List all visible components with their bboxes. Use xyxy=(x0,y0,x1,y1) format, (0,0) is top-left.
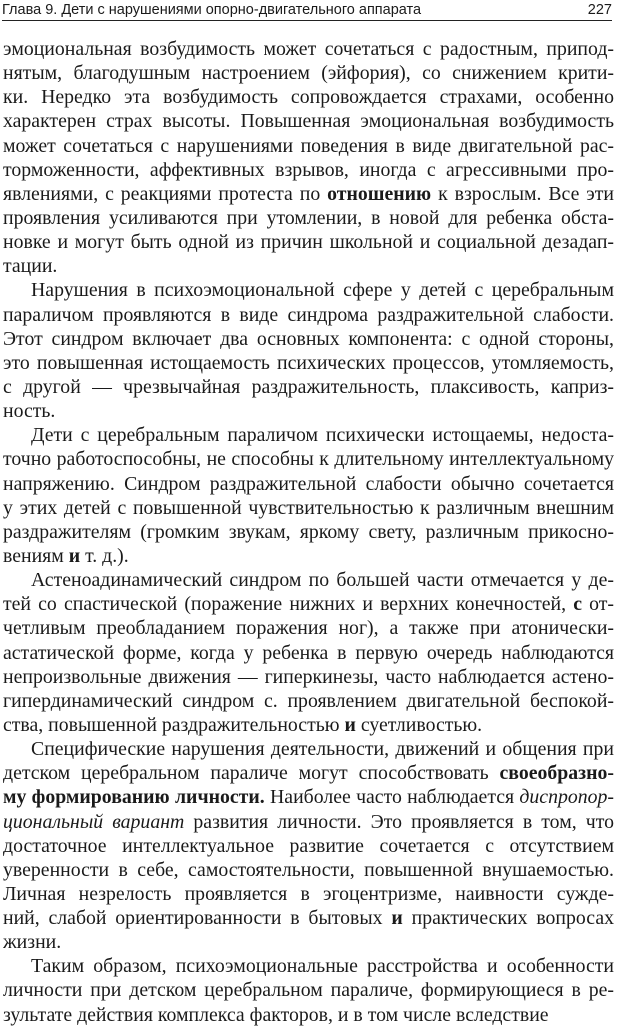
text-run: гипердинамический синдром с. проявлением двигательной беспокой- xyxy=(3,689,614,712)
bold-text: и xyxy=(344,713,356,736)
text-run: Специфические нарушения деятельности, движений и общения при xyxy=(31,738,614,761)
text-run: достаточное интеллектуальное развитие сочетается с отсутствием xyxy=(3,834,614,857)
paragraph xyxy=(3,954,614,1026)
text-run: это повышенная истощаемость психических процессов, утомляемость, xyxy=(3,351,614,374)
text-line xyxy=(3,737,614,761)
text-line xyxy=(3,230,614,254)
text-run: эмоциональная возбудимость может сочетаться с радостным, припод- xyxy=(3,38,614,60)
text-run: зультате действия комплекса факторов, и в том числе вследствие xyxy=(3,1003,549,1026)
text-run: Астеноадинамический синдром по большей части отмечается у де- xyxy=(31,569,614,592)
text-run: новке и могут быть одной из причин школьной и социальной дезадап- xyxy=(3,231,614,254)
text-line xyxy=(3,158,614,182)
text-line xyxy=(3,810,614,834)
text-run: у этих детей с повышенной чувствительностью к различным внешним xyxy=(3,496,614,519)
bold-text: и xyxy=(391,907,403,930)
text-line xyxy=(3,785,614,809)
text-run: может сочетаться с нарушениями поведения в виде двигательной рас- xyxy=(3,134,614,157)
text-run: Личная незрелость проявляется в эгоцентризме, наивности сужде- xyxy=(3,882,614,905)
text-run: Нарушения в психоэмоциональной сфере у детей с церебральным xyxy=(31,279,614,302)
text-line xyxy=(3,713,614,737)
text-line xyxy=(3,85,614,109)
text-run: практических вопросах xyxy=(402,907,614,930)
text-run: ность. xyxy=(3,400,56,423)
bold-text: с xyxy=(573,593,582,616)
text-run: Таким образом, психоэмоциональные расстройства и особенности xyxy=(31,955,614,978)
text-line xyxy=(3,472,614,496)
text-line xyxy=(3,1003,614,1027)
text-line xyxy=(3,109,614,133)
italic-text: диспропор- xyxy=(519,786,614,809)
text-line xyxy=(3,351,614,375)
text-line xyxy=(3,182,614,206)
text-run: развития личности. Это проявляется в том, что xyxy=(184,810,614,833)
text-run: точно работоспособны, не способны к длительному интеллектуальному xyxy=(3,448,614,471)
text-run: т. д.). xyxy=(80,544,129,567)
bold-text: своеобразно- xyxy=(499,762,614,785)
text-run: с другой — чрезвычайная раздражительность, плаксивость, каприз- xyxy=(3,375,614,398)
bold-text: отношению xyxy=(327,182,432,205)
bold-text: му формированию личности. xyxy=(3,786,265,809)
running-head xyxy=(2,0,612,21)
text-line xyxy=(3,930,614,954)
text-line xyxy=(3,254,614,278)
text-run: Этот синдром включает два основных компонента: с одной стороны, xyxy=(3,327,614,350)
text-line xyxy=(3,496,614,520)
paragraph xyxy=(3,737,614,954)
text-run: Дети с церебральным параличом психически истощаемы, недоста- xyxy=(31,424,614,447)
text-line xyxy=(3,616,614,640)
text-line xyxy=(3,592,614,616)
text-line xyxy=(3,665,614,689)
text-run: раздражителям (громким звукам, яркому свету, различным прикосно- xyxy=(3,520,614,543)
text-run: параличом проявляются в виде синдрома раздражительной слабости. xyxy=(3,303,614,326)
text-run: суетливостью. xyxy=(355,713,483,736)
text-run: тации. xyxy=(3,255,58,278)
text-run: характерен страх высоты. Повышенная эмоциональная возбудимость xyxy=(3,110,614,133)
text-line xyxy=(3,858,614,882)
text-line xyxy=(3,375,614,399)
text-line xyxy=(3,689,614,713)
text-line xyxy=(3,520,614,544)
body-text xyxy=(3,37,614,1027)
text-line xyxy=(3,37,614,61)
paragraph xyxy=(3,568,614,737)
text-line xyxy=(3,544,614,568)
text-run: ства, повышенной раздражительностью xyxy=(3,713,345,736)
text-line xyxy=(3,278,614,302)
text-line xyxy=(3,303,614,327)
text-line xyxy=(3,568,614,592)
chapter-title: Глава 9. Дети с нарушениями опорно-двигательного аппарата xyxy=(2,2,422,18)
text-run: от- xyxy=(582,593,614,616)
text-line xyxy=(3,61,614,85)
text-line xyxy=(3,954,614,978)
bold-text: и xyxy=(68,544,81,567)
text-line xyxy=(3,906,614,930)
paragraph xyxy=(3,37,614,278)
text-line xyxy=(3,447,614,471)
italic-text: циональный вариант xyxy=(3,810,185,833)
text-line xyxy=(3,399,614,423)
text-run: нятым, благодушным настроением (эйфория), со снижением крити- xyxy=(3,62,614,85)
text-line xyxy=(3,834,614,858)
text-line xyxy=(3,327,614,351)
text-run: астатической форме, когда у ребенка в первую очередь наблюдаются xyxy=(3,641,614,664)
text-run: уверенности в себе, самостоятельности, повышенной внушаемостью. xyxy=(3,858,614,881)
text-run: проявления усиливаются при утомлении, в новой для ребенка обста- xyxy=(3,206,614,229)
text-run: личности при детском церебральном параличе, формирующиеся в ре- xyxy=(3,979,614,1002)
text-line xyxy=(3,978,614,1002)
text-run: вениям xyxy=(3,544,69,567)
text-run: детском церебральном параличе могут способствовать xyxy=(3,762,500,785)
paragraph xyxy=(3,278,614,423)
text-line xyxy=(3,761,614,785)
text-run: четливым преобладанием поражения ног), а также при атонически- xyxy=(3,617,614,640)
text-run: ки. Нередко эта возбудимость сопровождается страхами, особенно xyxy=(3,86,614,109)
text-run: непроизвольные движения — гиперкинезы, часто наблюдается астено- xyxy=(3,665,614,688)
paragraph xyxy=(3,423,614,568)
text-run: ний, слабой ориентированности в бытовых xyxy=(3,907,392,930)
text-line xyxy=(3,206,614,230)
text-run: явлениями, с реакциями протеста по xyxy=(3,182,328,205)
text-line xyxy=(3,423,614,447)
text-run: Наиболее часто наблюдается xyxy=(264,786,520,809)
text-run: торможенности, аффективных взрывов, иногда с агрессивными про- xyxy=(3,158,614,181)
text-run: напряжению. Синдром раздражительной слабости обычно сочетается xyxy=(3,472,614,495)
page-number: 227 xyxy=(587,2,612,18)
text-line xyxy=(3,134,614,158)
text-run: жизни. xyxy=(3,931,62,954)
text-run: тей со спастической (поражение нижних и верхних конечностей, xyxy=(3,593,574,616)
text-line xyxy=(3,641,614,665)
text-run: к взрослым. Все эти xyxy=(431,182,614,205)
text-line xyxy=(3,882,614,906)
